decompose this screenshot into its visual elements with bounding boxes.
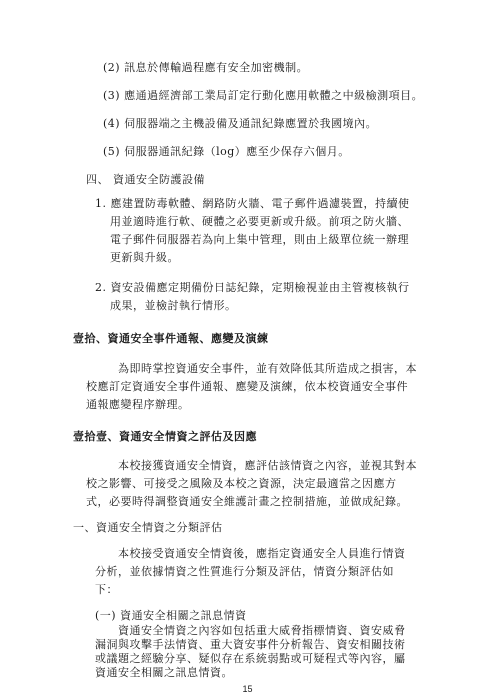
text-line: 用並適時進行軟、硬體之必要更新或升級。前項之防火牆、 <box>110 215 409 228</box>
subsection-heading: (一) 資通安全相關之訊息情資 <box>95 609 247 622</box>
text-line: 校之影響、可接受之風險及本校之資源，決定最適當之因應方 <box>86 477 397 490</box>
text-line: (3) 應通過經濟部工業局訂定行動化應用軟體之中級檢測項目。 <box>103 89 424 102</box>
text-line: (4) 伺服器端之主機設備及通訊紀錄應置於我國境內。 <box>103 117 378 130</box>
text-line: 本校接受資通安全情資後，應指定資通安全人員進行情資 <box>118 547 406 560</box>
text-line: 更新與升級。 <box>110 251 179 264</box>
text-line: 資通安全相關之訊息情資。 <box>95 666 233 679</box>
text-line: 1. 應建置防毒軟體、網路防火牆、電子郵件過濾裝置，持續使 <box>95 197 410 210</box>
text-line: 資通安全情資之內容如包括重大威脅指標情資、資安威脅 <box>118 624 406 637</box>
chapter-heading: 壹拾、資通安全事件通報、應變及演練 <box>73 332 269 345</box>
text-line: 通報應變程序辦理。 <box>86 398 190 411</box>
text-line: 校應訂定資通安全事件通報、應變及演練，依本校資通安全事件 <box>86 380 408 393</box>
text-line: 電子郵件伺服器若為向上集中管理，則由上級單位統一辦理 <box>110 233 409 246</box>
page-number: 15 <box>242 684 253 694</box>
text-line: 成果，並檢討執行情形。 <box>110 299 237 312</box>
text-line: (5) 伺服器通訊紀錄（log）應至少保存六個月。 <box>103 145 350 158</box>
text-line: 為即時掌控資通安全事件，並有效降低其所造成之損害，本 <box>118 362 417 375</box>
text-line: 下： <box>95 583 118 596</box>
text-line: 分析，並依據情資之性質進行分類及評估，情資分類評估如 <box>95 565 394 578</box>
section-heading: 一、資通安全情資之分類評估 <box>73 521 223 534</box>
text-line: 本校接獲資通安全情資，應評估該情資之內容，並視其對本 <box>118 459 417 472</box>
text-line: (2) 訊息於傳輸過程應有安全加密機制。 <box>103 61 309 74</box>
text-line: 漏洞與攻擊手法情資、重大資安事件分析報告、資安相關技術 <box>95 638 406 651</box>
section-heading: 四、 資通安全防護設備 <box>86 173 205 186</box>
text-line: 式，必要時得調整資通安全維護計畫之控制措施，並做成紀錄。 <box>86 495 408 508</box>
chapter-heading: 壹拾壹、資通安全情資之評估及因應 <box>73 430 257 443</box>
text-line: 或議題之經驗分享、疑似存在系統弱點或可疑程式等內容，屬 <box>95 652 406 665</box>
text-line: 2. 資安設備應定期備份日誌紀錄，定期檢視並由主管複核執行 <box>95 281 410 294</box>
